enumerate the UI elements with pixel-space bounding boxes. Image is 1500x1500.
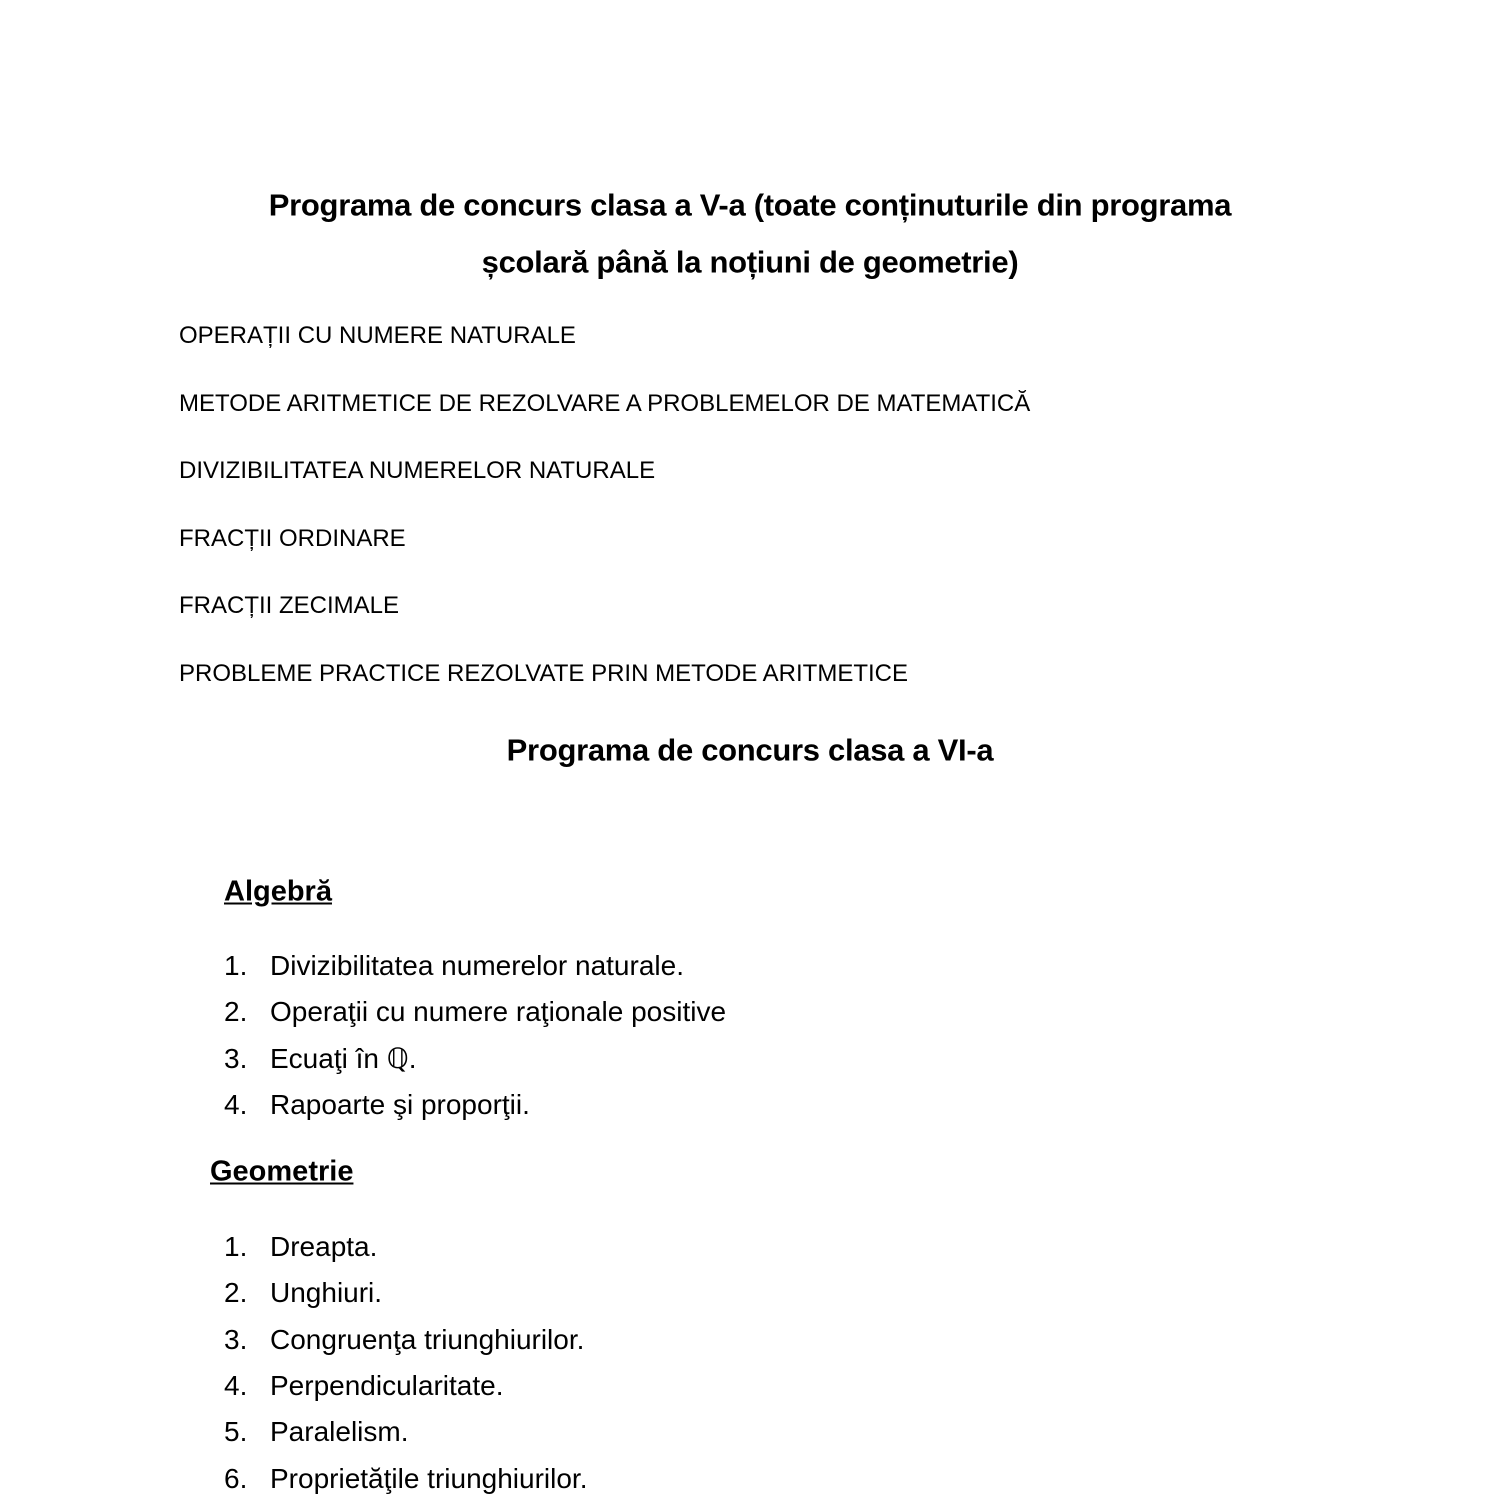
list-number: 4. xyxy=(224,1089,248,1120)
list-number: 1. xyxy=(224,950,248,981)
list-item: Proprietăţile triunghiurilor. xyxy=(270,1463,588,1494)
list-item: Congruenţa triunghiurilor. xyxy=(270,1324,585,1355)
list-number: 5. xyxy=(224,1416,248,1447)
list-number: 3. xyxy=(224,1043,248,1074)
topic-item: FRACȚII ZECIMALE xyxy=(179,592,400,619)
list-number: 2. xyxy=(224,996,248,1027)
section-v-title-line1: Programa de concurs clasa a V-a (toate conținuturile din programa xyxy=(268,187,1232,223)
list-number: 1. xyxy=(224,1231,248,1262)
section-vi-title: Programa de concurs clasa a VI-a xyxy=(506,732,994,768)
list-item: Operaţii cu numere raţionale positive xyxy=(270,996,727,1027)
algebra-heading: Algebră xyxy=(224,875,332,908)
topic-item: METODE ARITMETICE DE REZOLVARE A PROBLEMELOR DE MATEMATICĂ xyxy=(179,390,1031,417)
list-number: 3. xyxy=(224,1324,248,1355)
topic-item: OPERAȚII CU NUMERE NATURALE xyxy=(179,322,576,349)
topic-item: PROBLEME PRACTICE REZOLVATE PRIN METODE ARITMETICE xyxy=(179,660,908,687)
list-number: 2. xyxy=(224,1277,248,1308)
list-item: Perpendicularitate. xyxy=(270,1370,504,1401)
section-v-title-line2: școlară până la noțiuni de geometrie) xyxy=(481,244,1019,280)
list-item: Dreapta. xyxy=(270,1231,378,1262)
list-item: Unghiuri. xyxy=(270,1277,383,1308)
list-number: 6. xyxy=(224,1463,248,1494)
geometry-heading: Geometrie xyxy=(210,1155,354,1188)
topic-item: DIVIZIBILITATEA NUMERELOR NATURALE xyxy=(179,457,656,484)
list-number: 4. xyxy=(224,1370,248,1401)
list-item: Rapoarte şi proporţii. xyxy=(270,1089,530,1120)
topic-item: FRACȚII ORDINARE xyxy=(179,525,406,552)
list-item: Paralelism. xyxy=(270,1416,409,1447)
list-item: Divizibilitatea numerelor naturale. xyxy=(270,950,684,981)
list-item: Ecuaţi în ℚ. xyxy=(270,1043,417,1074)
